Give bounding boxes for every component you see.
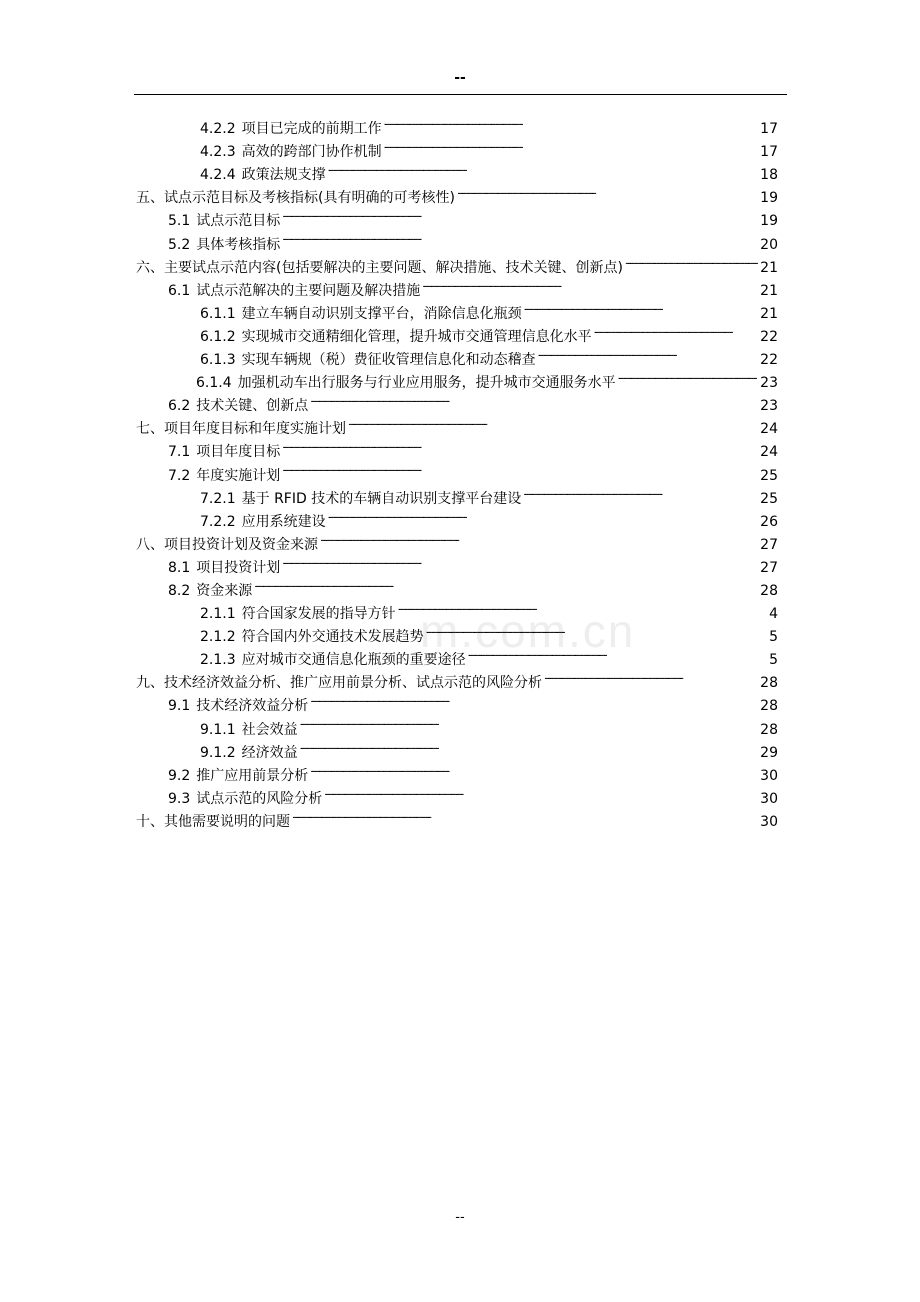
toc-entry-label: 高效的跨部门协作机制 [241,144,382,161]
toc-entry-number: 5.1 [168,213,191,230]
toc-entry-page: 23 [760,375,778,392]
toc-entry-label: 经济效益 [241,744,298,761]
toc-dot-leader [426,618,767,641]
toc-entry-page: 19 [760,213,778,230]
toc-entry-page: 5 [769,652,778,669]
toc-entry-page: 5 [769,629,778,646]
toc-entry-number: 6.1.2 [200,328,236,345]
toc-entry-label: 项目年度目标和年度实施计划 [164,421,346,438]
toc-dot-leader [300,710,759,733]
toc-entry-number: 8.2 [168,582,191,599]
toc-entry-page: 18 [760,167,778,184]
toc-dot-leader [544,664,758,687]
toc-entry-number: 2.1.2 [200,629,236,646]
toc-entry-label: 应对城市交通信息化瓶颈的重要途径 [241,652,466,669]
toc-entry-page: 17 [760,144,778,161]
toc-entry-number: 4.2.3 [200,144,236,161]
toc-dot-leader [328,503,759,526]
toc-entry-label: 资金来源 [196,582,253,599]
toc-entry-page: 17 [760,121,778,138]
toc-dot-leader [524,295,759,318]
toc-entry-number: 2.1.1 [200,606,236,623]
toc-entry-number: 9.2 [168,767,191,784]
page-footer-mark: -- [455,1210,465,1225]
toc-entry-number: 6.1.4 [196,375,232,392]
toc-entry-page: 4 [769,606,778,623]
toc-dot-leader [348,410,758,433]
watermark: m.com.cn [420,605,636,657]
toc-dot-leader [282,433,758,456]
toc-entry-number: 五、 [136,190,164,207]
toc-dot-leader [328,156,759,179]
toc-entry-number: 八、 [136,536,164,553]
toc-entry-label: 实现城市交通精细化管理，提升城市交通管理信息化水平 [241,328,592,345]
toc-dot-leader [457,179,758,202]
toc-entry-page: 21 [760,305,778,322]
toc-entry-page: 23 [760,398,778,415]
toc-entry-page: 27 [760,559,778,576]
toc-entry-page: 28 [760,675,778,692]
toc-entry-number: 4.2.4 [200,167,236,184]
toc-entry-label: 符合国家发展的指导方针 [241,606,396,623]
toc-entry-label: 社会效益 [241,721,298,738]
toc-entry-label: 其他需要说明的问题 [164,813,290,830]
toc-entry-label: 技术经济效益分析、推广应用前景分析、试点示范的风险分析 [164,675,542,692]
toc-entry-label: 项目投资计划 [196,559,281,576]
toc-dot-leader [282,202,758,225]
toc-entry-number: 2.1.3 [200,652,236,669]
toc-dot-leader [310,687,758,710]
toc-entry-label: 试点示范目标及考核指标(具有明确的可考核性) [164,190,455,207]
toc-entry-page: 28 [760,582,778,599]
toc-entry-number: 7.1 [168,444,191,461]
toc-entry-label: 项目年度目标 [196,444,281,461]
toc-entry-page: 22 [760,352,778,369]
header-rule [134,94,787,95]
toc-dot-leader [398,595,767,618]
toc-dot-leader [292,803,758,826]
toc-entry-page: 19 [760,190,778,207]
toc-entry-number: 6.1.3 [200,352,236,369]
toc-entry-label: 主要试点示范内容(包括要解决的主要问题、解决措施、技术关键、创新点) [164,259,623,276]
toc-entry-page: 24 [760,421,778,438]
toc-entry-label: 技术经济效益分析 [196,698,309,715]
toc-entry-number: 9.3 [168,790,191,807]
toc-entry-label: 具体考核指标 [196,236,281,253]
toc-entry-page: 28 [760,721,778,738]
toc-entry-label: 项目已完成的前期工作 [241,121,382,138]
toc-dot-leader [523,480,758,503]
toc-entry-number: 5.2 [168,236,191,253]
page-header-mark: -- [454,70,466,86]
toc-entry-number: 9.1.2 [200,744,236,761]
toc-dot-leader [310,387,758,410]
toc-dot-leader [625,249,758,272]
toc-dot-leader [320,526,758,549]
toc-entry-page: 28 [760,698,778,715]
toc-dot-leader [422,272,758,295]
toc-entry-page: 20 [760,236,778,253]
toc-entry-label: 试点示范的风险分析 [196,790,323,807]
toc-dot-leader [254,572,758,595]
toc-entry-label: 技术关键、创新点 [196,398,309,415]
toc-entry-page: 30 [760,813,778,830]
toc-entry-number: 十、 [136,813,164,830]
toc-entry-page: 30 [760,767,778,784]
toc-entry-number: 7.2.2 [200,513,236,530]
toc-entry-label: 应用系统建设 [241,513,326,530]
toc-dot-leader [324,780,758,803]
toc-entry-number: 9.1 [168,698,191,715]
toc-dot-leader [538,341,759,364]
toc-entry-page: 22 [760,328,778,345]
toc-entry-label: 试点示范目标 [196,213,281,230]
toc-entry-number: 6.2 [168,398,191,415]
toc-entry-page: 30 [760,790,778,807]
toc-entry-page: 25 [760,490,778,507]
toc-entry-page: 25 [760,467,778,484]
toc-entry-label: 符合国内外交通技术发展趋势 [241,629,424,646]
toc-entry-page: 21 [760,259,778,276]
toc-entry-label: 政策法规支撑 [241,167,326,184]
toc-entry-number: 七、 [136,421,164,438]
toc-entry-page: 21 [760,282,778,299]
toc-entry-label: 试点示范解决的主要问题及解决措施 [196,282,421,299]
toc-entry-label: 加强机动车出行服务与行业应用服务，提升城市交通服务水平 [237,375,616,392]
toc-dot-leader [468,641,767,664]
toc-entry-number: 九、 [136,675,164,692]
toc-dot-leader [594,318,759,341]
toc-dot-leader [282,456,758,479]
toc-entry-number: 9.1.1 [200,721,236,738]
toc-entry-label: 推广应用前景分析 [196,767,309,784]
toc-dot-leader [384,133,759,156]
table-of-contents [134,110,778,830]
toc-entry-label: 项目投资计划及资金来源 [164,536,318,553]
toc-dot-leader [300,734,759,757]
toc-dot-leader [384,110,759,133]
toc-entry-number: 6.1 [168,282,191,299]
toc-entry-number: 6.1.1 [200,305,236,322]
toc-entry-number: 7.2 [168,467,191,484]
toc-dot-leader [282,225,758,248]
toc-dot-leader [282,549,758,572]
toc-entry-label: 实现车辆规（税）费征收管理信息化和动态稽查 [241,352,536,369]
toc-entry-number: 六、 [136,259,164,276]
toc-entry-page: 29 [760,744,778,761]
toc-entry[interactable] [134,110,778,138]
toc-entry-page: 26 [760,513,778,530]
toc-dot-leader [618,364,759,387]
toc-entry-number: 4.2.2 [200,121,236,138]
toc-entry-number: 8.1 [168,559,191,576]
toc-entry-page: 27 [760,536,778,553]
toc-dot-leader [310,757,758,780]
toc-entry-number: 7.2.1 [200,490,236,507]
toc-entry-label: 年度实施计划 [196,467,281,484]
toc-entry-label: 建立车辆自动识别支撑平台，消除信息化瓶颈 [241,305,522,322]
toc-entry-label: 基于 RFID 技术的车辆自动识别支撑平台建设 [241,490,522,507]
toc-entry-page: 24 [760,444,778,461]
